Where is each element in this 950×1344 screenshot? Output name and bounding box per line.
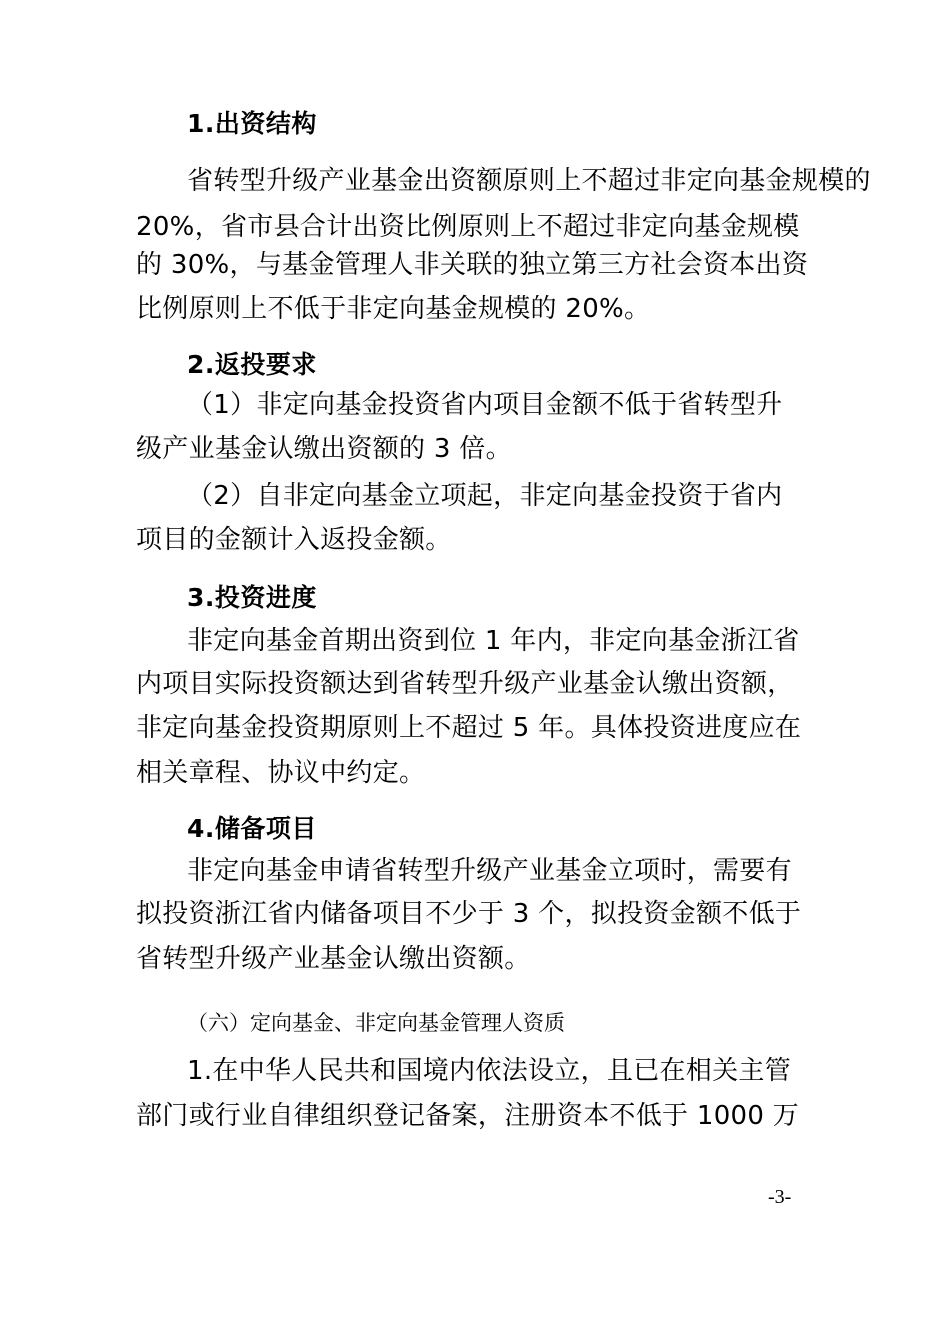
paragraph-line: 非定向基金申请省转型升级产业基金立项时，需要有 bbox=[187, 856, 792, 886]
paragraph-line: 省转型升级产业基金出资额原则上不超过非定向基金规模的 bbox=[187, 166, 871, 196]
section-heading-manager-qualifications: （六）定向基金、非定向基金管理人资质 bbox=[187, 1011, 565, 1035]
section-heading-investment-progress: 3.投资进度 bbox=[187, 583, 317, 612]
paragraph-line: （2）自非定向基金立项起，非定向基金投资于省内 bbox=[187, 481, 783, 511]
paragraph-line: 非定向基金首期出资到位 1 年内，非定向基金浙江省 bbox=[187, 626, 800, 656]
paragraph-line: 省转型升级产业基金认缴出资额。 bbox=[136, 944, 531, 974]
paragraph-line: 1.在中华人民共和国境内依法设立，且已在相关主管 bbox=[187, 1056, 792, 1086]
paragraph-line: 相关章程、协议中约定。 bbox=[136, 758, 426, 788]
page-number: -3- bbox=[768, 1186, 792, 1208]
paragraph-line: 非定向基金投资期原则上不超过 5 年。具体投资进度应在 bbox=[136, 713, 802, 743]
paragraph-line: （1）非定向基金投资省内项目金额不低于省转型升 bbox=[187, 390, 783, 420]
section-heading-capital-structure: 1.出资结构 bbox=[187, 109, 317, 138]
paragraph-line: 拟投资浙江省内储备项目不少于 3 个，拟投资金额不低于 bbox=[136, 899, 802, 929]
paragraph-line: 比例原则上不低于非定向基金规模的 20%。 bbox=[136, 294, 651, 324]
paragraph-line: 项目的金额计入返投金额。 bbox=[136, 525, 452, 555]
paragraph-line: 内项目实际投资额达到省转型升级产业基金认缴出资额， bbox=[136, 669, 794, 699]
paragraph-line: 部门或行业自律组织登记备案，注册资本不低于 1000 万 bbox=[136, 1101, 800, 1131]
paragraph-line: 级产业基金认缴出资额的 3 倍。 bbox=[136, 434, 512, 464]
paragraph-line: 的 30%，与基金管理人非关联的独立第三方社会资本出资 bbox=[136, 250, 809, 280]
section-heading-reinvestment: 2.返投要求 bbox=[187, 350, 317, 379]
paragraph-line: 20%，省市县合计出资比例原则上不超过非定向基金规模 bbox=[136, 212, 800, 242]
section-heading-reserve-projects: 4.储备项目 bbox=[187, 814, 317, 843]
